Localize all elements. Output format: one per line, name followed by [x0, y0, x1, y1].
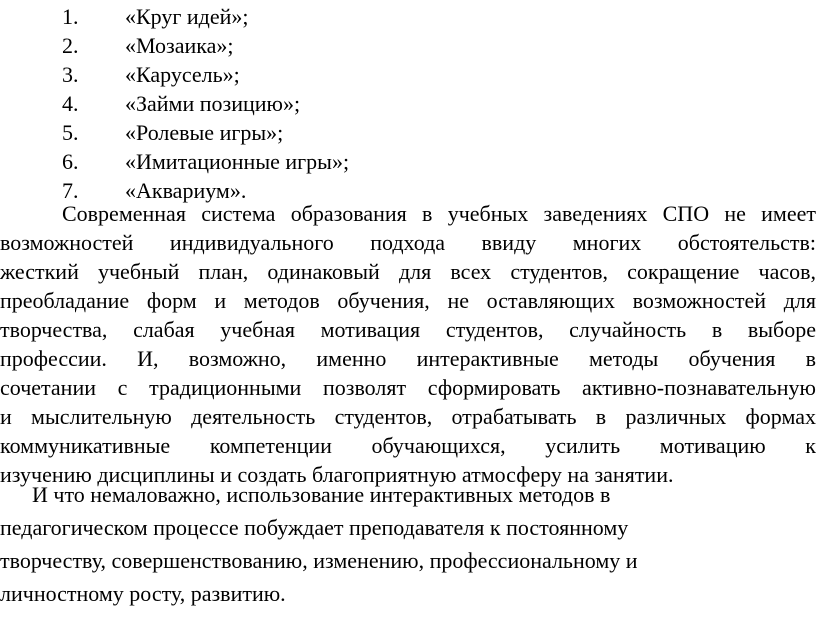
list-item	[0, 118, 816, 147]
list-item-number: 3.	[62, 62, 79, 87]
list-item	[0, 60, 816, 89]
list-item-text: «Аквариум».	[125, 178, 247, 203]
list-item-number: 7.	[62, 178, 79, 203]
paragraph-line: изучению дисциплины и создать благоприятную атмосферу на занятии.	[0, 462, 674, 487]
paragraph-line: коммуникативные компетенции обучающихся, усилить мотивацию к	[0, 433, 816, 458]
list-item-text: «Мозаика»;	[125, 33, 234, 58]
list-item-text: «Имитационные игры»;	[125, 149, 350, 174]
list-item-number: 6.	[62, 149, 79, 174]
paragraph-line: Современная система образования в учебных заведениях СПО не имеет	[62, 201, 816, 226]
paragraph-modern-education	[0, 199, 816, 489]
paragraph-line: и мыслительную деятельность студентов, отрабатывать в различных формах	[0, 404, 816, 429]
paragraph-interactive-methods	[0, 478, 816, 610]
list-item-number: 5.	[62, 120, 79, 145]
list-item-text: «Карусель»;	[125, 62, 240, 87]
list-item-text: «Займи позицию»;	[125, 91, 301, 116]
paragraph-line: личностному росту, развитию.	[0, 581, 286, 606]
list-item-number: 2.	[62, 33, 79, 58]
paragraph-line: педагогическом процессе побуждает преподавателя к постоянному	[0, 515, 629, 540]
list-item	[0, 2, 816, 31]
paragraph-line: профессии. И, возможно, именно интерактивные методы обучения в	[0, 346, 816, 371]
list-item	[0, 31, 816, 60]
paragraph-line: жесткий учебный план, одинаковый для всех студентов, сокращение часов,	[0, 259, 816, 284]
paragraph-line: И что немаловажно, использование интерактивных методов в	[32, 482, 611, 507]
paragraph-line: возможностей индивидуального подхода ввиду многих обстоятельств:	[0, 230, 816, 255]
list-item-number: 4.	[62, 91, 79, 116]
list-item-text: «Ролевые игры»;	[125, 120, 284, 145]
paragraph-line: творчества, слабая учебная мотивация студентов, случайность в выборе	[0, 317, 816, 342]
methods-list	[0, 2, 816, 205]
list-item	[0, 89, 816, 118]
paragraph-line: сочетании с традиционными позволят сформировать активно-познавательную	[0, 375, 816, 400]
paragraph-line: творчеству, совершенствованию, изменению, профессиональному и	[0, 548, 638, 573]
list-item-number: 1.	[62, 4, 79, 29]
list-item-text: «Круг идей»;	[125, 4, 249, 29]
list-item	[0, 147, 816, 176]
paragraph-line: преобладание форм и методов обучения, не оставляющих возможностей для	[0, 288, 816, 313]
